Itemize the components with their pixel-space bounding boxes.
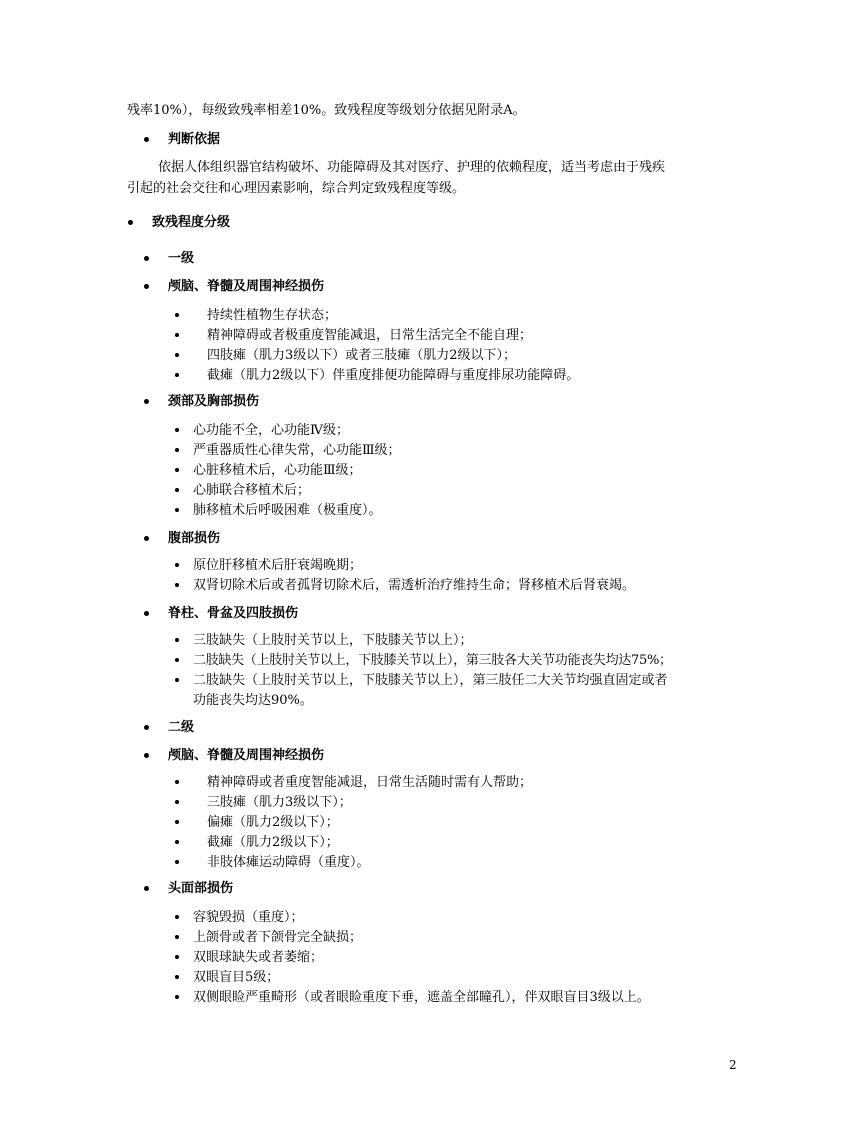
bullet bbox=[175, 955, 179, 959]
bullet bbox=[175, 860, 179, 864]
list-item: 严重器质性心律失常，心功能Ⅲ级； bbox=[193, 443, 401, 458]
bullet bbox=[175, 780, 179, 784]
list-item: 心脏移植术后，心功能Ⅲ级； bbox=[193, 463, 362, 478]
list-item: 截瘫（肌力2级以下）伴重度排便功能障碍与重度排尿功能障碍。 bbox=[207, 368, 580, 383]
list-item: 双眼球缺失或者萎缩； bbox=[193, 950, 324, 965]
level-heading: 二级 bbox=[168, 720, 195, 735]
list-item: 二肢缺失（上肢肘关节以上，下肢膝关节以上），第三肢任二大关节均强直固定或者 bbox=[193, 673, 668, 688]
list-item: 心功能不全，心功能Ⅳ级； bbox=[193, 423, 349, 438]
section-heading: 头面部损伤 bbox=[168, 881, 234, 896]
list-item: 四肢瘫（肌力3级以下）或者三肢瘫（肌力2级以下）； bbox=[207, 348, 517, 363]
section-heading: 颅脑、脊髓及周围神经损伤 bbox=[168, 748, 325, 763]
bullet bbox=[175, 488, 179, 492]
list-item: 原位肝移植术后肝衰竭晚期； bbox=[193, 558, 363, 573]
bullet bbox=[175, 468, 179, 472]
bullet bbox=[144, 137, 149, 142]
judgment-paragraph-line: 依据人体组织器官结构破坏、功能障碍及其对医疗、护理的依赖程度，适当考虑由于残疾 bbox=[158, 160, 666, 175]
bullet bbox=[175, 840, 179, 844]
page-number: 2 bbox=[729, 1058, 737, 1072]
level-heading: 一级 bbox=[168, 251, 195, 266]
list-item: 三肢缺失（上肢肘关节以上，下肢膝关节以上）； bbox=[193, 633, 473, 648]
list-item: 心肺联合移植术后； bbox=[193, 483, 311, 498]
judgment-heading: 判断依据 bbox=[168, 132, 221, 147]
bullet bbox=[175, 448, 179, 452]
bullet bbox=[175, 658, 179, 662]
bullet bbox=[144, 399, 149, 404]
list-item: 肺移植术后呼吸困难（极重度）。 bbox=[193, 503, 382, 518]
bullet bbox=[144, 536, 149, 541]
bullet bbox=[128, 220, 133, 225]
bullet bbox=[175, 333, 179, 337]
list-item: 容貌毁损（重度）； bbox=[193, 910, 304, 925]
bullet bbox=[175, 508, 179, 512]
section-heading: 颅脑、脊髓及周围神经损伤 bbox=[168, 279, 325, 294]
bullet bbox=[175, 678, 179, 682]
bullet bbox=[175, 313, 179, 317]
list-item-continuation: 功能丧失均达90%。 bbox=[193, 693, 313, 708]
bullet bbox=[144, 256, 149, 261]
bullet bbox=[175, 800, 179, 804]
bullet bbox=[175, 935, 179, 939]
section-heading: 腹部损伤 bbox=[168, 531, 221, 546]
list-item: 截瘫（肌力2级以下）； bbox=[207, 835, 339, 850]
bullet bbox=[144, 725, 149, 730]
list-item: 双眼盲目5级； bbox=[193, 970, 280, 985]
list-item: 上颌骨或者下颌骨完全缺损； bbox=[193, 930, 363, 945]
grading-heading: 致残程度分级 bbox=[152, 215, 231, 230]
bullet bbox=[175, 583, 179, 587]
bullet bbox=[175, 995, 179, 999]
list-item: 精神障碍或者极重度智能减退，日常生活完全不能自理； bbox=[207, 328, 533, 343]
list-item: 三肢瘫（肌力3级以下）； bbox=[207, 795, 352, 810]
list-item: 持续性植物生存状态； bbox=[207, 308, 338, 323]
intro-text: 残率10%），每级致残率相差10%。致残程度等级划分依据见附录A。 bbox=[127, 103, 526, 118]
list-item: 双肾切除术后或者孤肾切除术后，需透析治疗维持生命；肾移植术后肾衰竭。 bbox=[193, 578, 636, 593]
section-heading: 颈部及胸部损伤 bbox=[168, 394, 260, 409]
bullet bbox=[144, 753, 149, 758]
judgment-paragraph-line: 引起的社会交往和心理因素影响，综合判定致残程度等级。 bbox=[127, 181, 466, 196]
section-heading: 脊柱、骨盆及四肢损伤 bbox=[168, 606, 299, 621]
bullet bbox=[175, 563, 179, 567]
list-item: 二肢缺失（上肢肘关节以上，下肢膝关节以上），第三肢各大关节功能丧失均达75%； bbox=[193, 653, 672, 668]
bullet bbox=[144, 611, 149, 616]
bullet bbox=[175, 915, 179, 919]
list-item: 精神障碍或者重度智能减退，日常生活随时需有人帮助； bbox=[207, 775, 533, 790]
bullet bbox=[175, 975, 179, 979]
bullet bbox=[175, 638, 179, 642]
list-item: 双侧眼睑严重畸形（或者眼睑重度下垂，遮盖全部瞳孔），伴双眼盲目3级以上。 bbox=[193, 990, 650, 1005]
bullet bbox=[175, 353, 179, 357]
list-item: 非肢体瘫运动障碍（重度）。 bbox=[207, 855, 370, 870]
list-item: 偏瘫（肌力2级以下）； bbox=[207, 815, 339, 830]
bullet bbox=[144, 284, 149, 289]
bullet bbox=[144, 886, 149, 891]
bullet bbox=[175, 428, 179, 432]
bullet bbox=[175, 820, 179, 824]
bullet bbox=[175, 373, 179, 377]
